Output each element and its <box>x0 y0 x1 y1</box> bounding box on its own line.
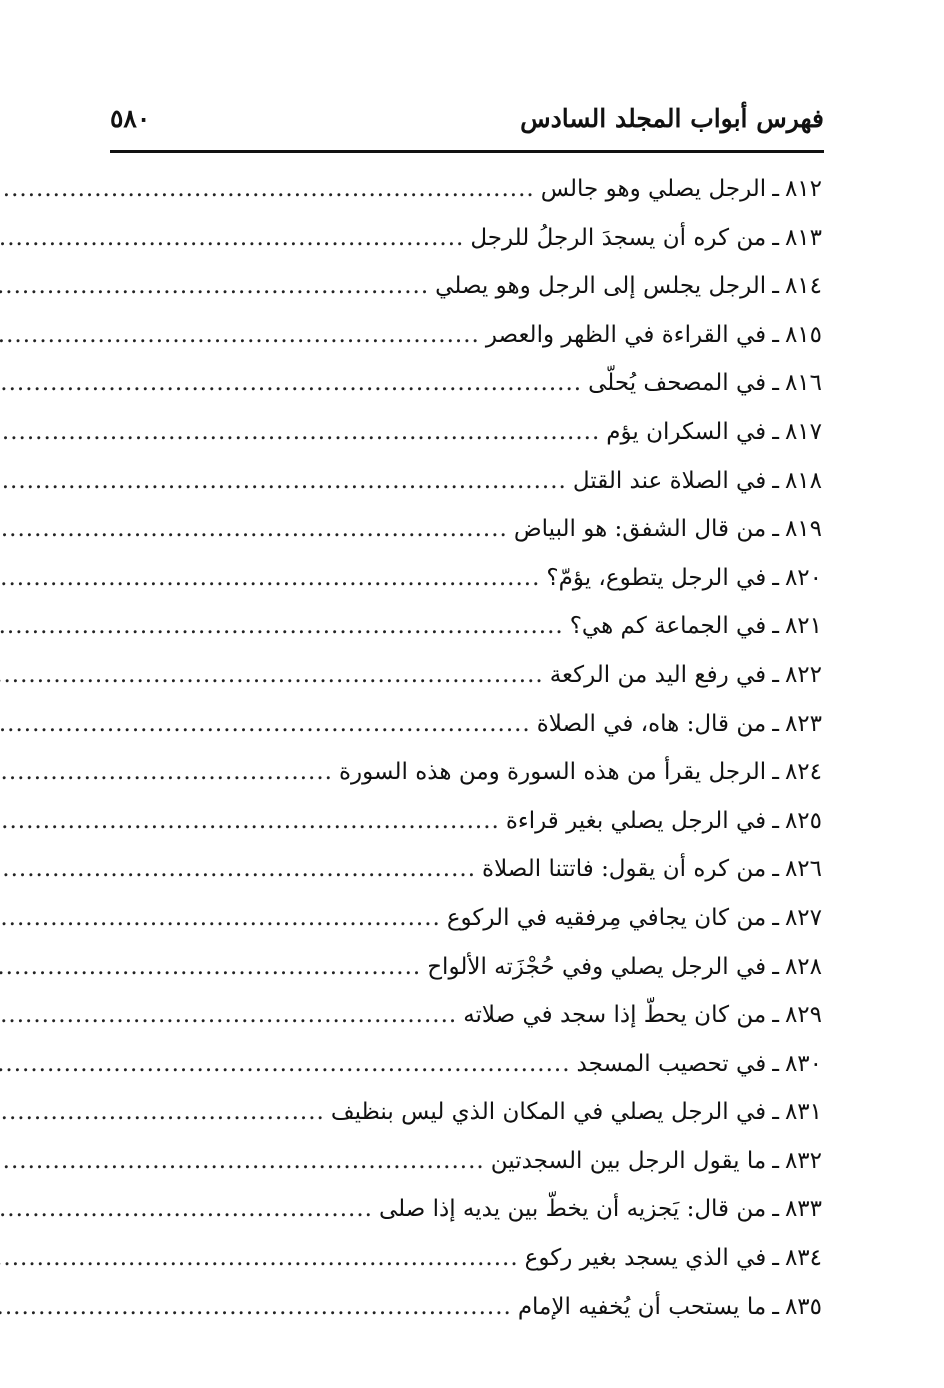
entry-number: ٨٣١ <box>784 1099 822 1126</box>
entry-separator: ـ <box>772 370 779 397</box>
dot-leader <box>0 711 531 737</box>
entry-separator: ـ <box>772 1293 779 1320</box>
entry-number: ٨١٢ <box>784 176 822 202</box>
entry-number: ٨١٥ <box>784 321 822 348</box>
toc-entry <box>114 808 822 857</box>
entry-title: في رفع اليد من الركعة <box>549 661 767 688</box>
entry-separator: ـ <box>772 176 779 202</box>
table-of-contents <box>114 176 822 1342</box>
toc-entry <box>114 176 822 225</box>
entry-separator: ـ <box>772 807 779 834</box>
entry-separator: ـ <box>772 564 779 591</box>
entry-separator: ـ <box>772 1245 779 1272</box>
dot-leader <box>0 1196 373 1222</box>
entry-title: في المصحف يُحلّى <box>588 370 767 397</box>
entry-number: ٨٣٤ <box>784 1245 822 1272</box>
entry-title: من كان يجافي مِرفقيه في الركوع <box>446 904 767 931</box>
entry-separator: ـ <box>772 273 779 300</box>
entry-title: في الذي يسجد بغير ركوع <box>524 1245 767 1272</box>
entry-separator: ـ <box>772 418 779 445</box>
entry-separator: ـ <box>772 904 779 931</box>
dot-leader <box>0 322 480 348</box>
dot-leader <box>0 370 582 396</box>
dot-leader <box>0 1051 571 1077</box>
dot-leader <box>0 419 600 445</box>
dot-leader <box>0 1294 512 1320</box>
entry-separator: ـ <box>772 1099 779 1126</box>
toc-entry <box>114 711 822 760</box>
entry-title: في الجماعة كم هي؟ <box>569 613 767 640</box>
dot-leader <box>0 1002 457 1028</box>
entry-number: ٨٢٣ <box>784 710 822 737</box>
entry-title: في السكران يؤم <box>606 418 767 445</box>
dot-leader <box>0 225 464 251</box>
entry-separator: ـ <box>772 321 779 348</box>
entry-title: الرجل يجلس إلى الرجل وهو يصلي <box>435 273 767 300</box>
dot-leader <box>0 565 540 591</box>
entry-title: في الرجل يصلي في المكان الذي ليس بنظيف <box>330 1099 767 1126</box>
entry-title: في الرجل يصلي وفي حُجْزَته الألواح <box>427 953 767 980</box>
entry-number: ٨٢١ <box>784 613 822 640</box>
entry-separator: ـ <box>772 759 779 786</box>
entry-title: من كان يحطّ إذا سجد في صلاته <box>463 1002 767 1029</box>
header-divider <box>110 150 824 153</box>
dot-leader <box>0 516 508 542</box>
entry-number: ٨٣٢ <box>784 1147 822 1174</box>
entry-title: الرجل يصلي وهو جالس <box>540 176 767 202</box>
toc-entry <box>114 954 822 1003</box>
entry-number: ٨٢٩ <box>784 1002 822 1029</box>
toc-entry <box>114 225 822 274</box>
entry-title: في الصلاة عند القتل <box>572 467 767 494</box>
entry-number: ٨٢٠ <box>784 564 822 591</box>
entry-separator: ـ <box>772 1147 779 1174</box>
dot-leader <box>0 1099 325 1125</box>
entry-number: ٨٢٥ <box>784 807 822 834</box>
dot-leader <box>0 273 429 299</box>
entry-number: ٨١٣ <box>784 224 822 251</box>
toc-entry <box>114 759 822 808</box>
entry-title: في تحصيب المسجد <box>576 1050 767 1077</box>
dot-leader <box>0 176 535 202</box>
toc-entry <box>114 419 822 468</box>
entry-separator: ـ <box>772 661 779 688</box>
toc-entry <box>114 1002 822 1051</box>
entry-number: ٨٣٣ <box>784 1196 822 1223</box>
entry-number: ٨١٧ <box>784 418 822 445</box>
toc-entry <box>114 1245 822 1294</box>
dot-leader <box>0 468 567 494</box>
entry-number: ٨٣٥ <box>784 1293 822 1320</box>
entry-title: من قال: هاه، في الصلاة <box>536 710 767 737</box>
entry-number: ٨٢٧ <box>784 904 822 931</box>
toc-entry <box>114 322 822 371</box>
toc-entry <box>114 1294 822 1343</box>
toc-entry <box>114 273 822 322</box>
dot-leader <box>0 808 500 834</box>
dot-leader <box>0 905 441 931</box>
toc-entry <box>114 1051 822 1100</box>
entry-separator: ـ <box>772 1002 779 1029</box>
dot-leader <box>0 613 564 639</box>
entry-number: ٨٢٤ <box>784 759 822 786</box>
entry-number: ٨٣٠ <box>784 1050 822 1077</box>
entry-title: من قال الشفق: هو البياض <box>513 516 767 543</box>
page-number: ٥٨٠ <box>110 104 151 133</box>
entry-separator: ـ <box>772 516 779 543</box>
toc-entry <box>114 1148 822 1197</box>
entry-title: في القراءة في الظهر والعصر <box>485 321 767 348</box>
toc-entry <box>114 1196 822 1245</box>
entry-number: ٨٢٨ <box>784 953 822 980</box>
entry-separator: ـ <box>772 953 779 980</box>
dot-leader <box>0 1245 519 1271</box>
entry-title: ما يقول الرجل بين السجدتين <box>490 1147 767 1174</box>
entry-title: من كره أن يقول: فاتتنا الصلاة <box>482 856 767 883</box>
entry-number: ٨١٦ <box>784 370 822 397</box>
dot-leader <box>0 1148 485 1174</box>
dot-leader <box>0 856 476 882</box>
page-title: فهرس أبواب المجلد السادس <box>520 104 824 133</box>
entry-separator: ـ <box>772 224 779 251</box>
entry-title: من قال: يَجزيه أن يخطّ بين يديه إذا صلى <box>378 1196 767 1223</box>
toc-entry <box>114 856 822 905</box>
entry-separator: ـ <box>772 1196 779 1223</box>
toc-entry <box>114 565 822 614</box>
dot-leader <box>0 759 333 785</box>
page-header <box>110 104 824 148</box>
dot-leader <box>0 662 544 688</box>
entry-number: ٨١٨ <box>784 467 822 494</box>
entry-separator: ـ <box>772 613 779 640</box>
entry-number: ٨١٩ <box>784 516 822 543</box>
entry-separator: ـ <box>772 467 779 494</box>
toc-entry <box>114 1099 822 1148</box>
entry-number: ٨٢٢ <box>784 661 822 688</box>
toc-entry <box>114 468 822 517</box>
dot-leader <box>0 954 421 980</box>
entry-title: من كره أن يسجدَ الرجلُ للرجل <box>470 224 767 251</box>
toc-entry <box>114 905 822 954</box>
entry-separator: ـ <box>772 710 779 737</box>
entry-number: ٨١٤ <box>784 273 822 300</box>
entry-separator: ـ <box>772 1050 779 1077</box>
entry-title: ما يستحب أن يُخفيه الإمام <box>517 1293 767 1320</box>
entry-number: ٨٢٦ <box>784 856 822 883</box>
entry-title: في الرجل يصلي بغير قراءة <box>505 807 767 834</box>
entry-title: في الرجل يتطوع، يؤمّ؟ <box>546 564 767 591</box>
toc-entry <box>114 662 822 711</box>
toc-entry <box>114 613 822 662</box>
entry-title: الرجل يقرأ من هذه السورة ومن هذه السورة <box>338 759 767 786</box>
toc-entry <box>114 516 822 565</box>
toc-entry <box>114 370 822 419</box>
entry-separator: ـ <box>772 856 779 883</box>
